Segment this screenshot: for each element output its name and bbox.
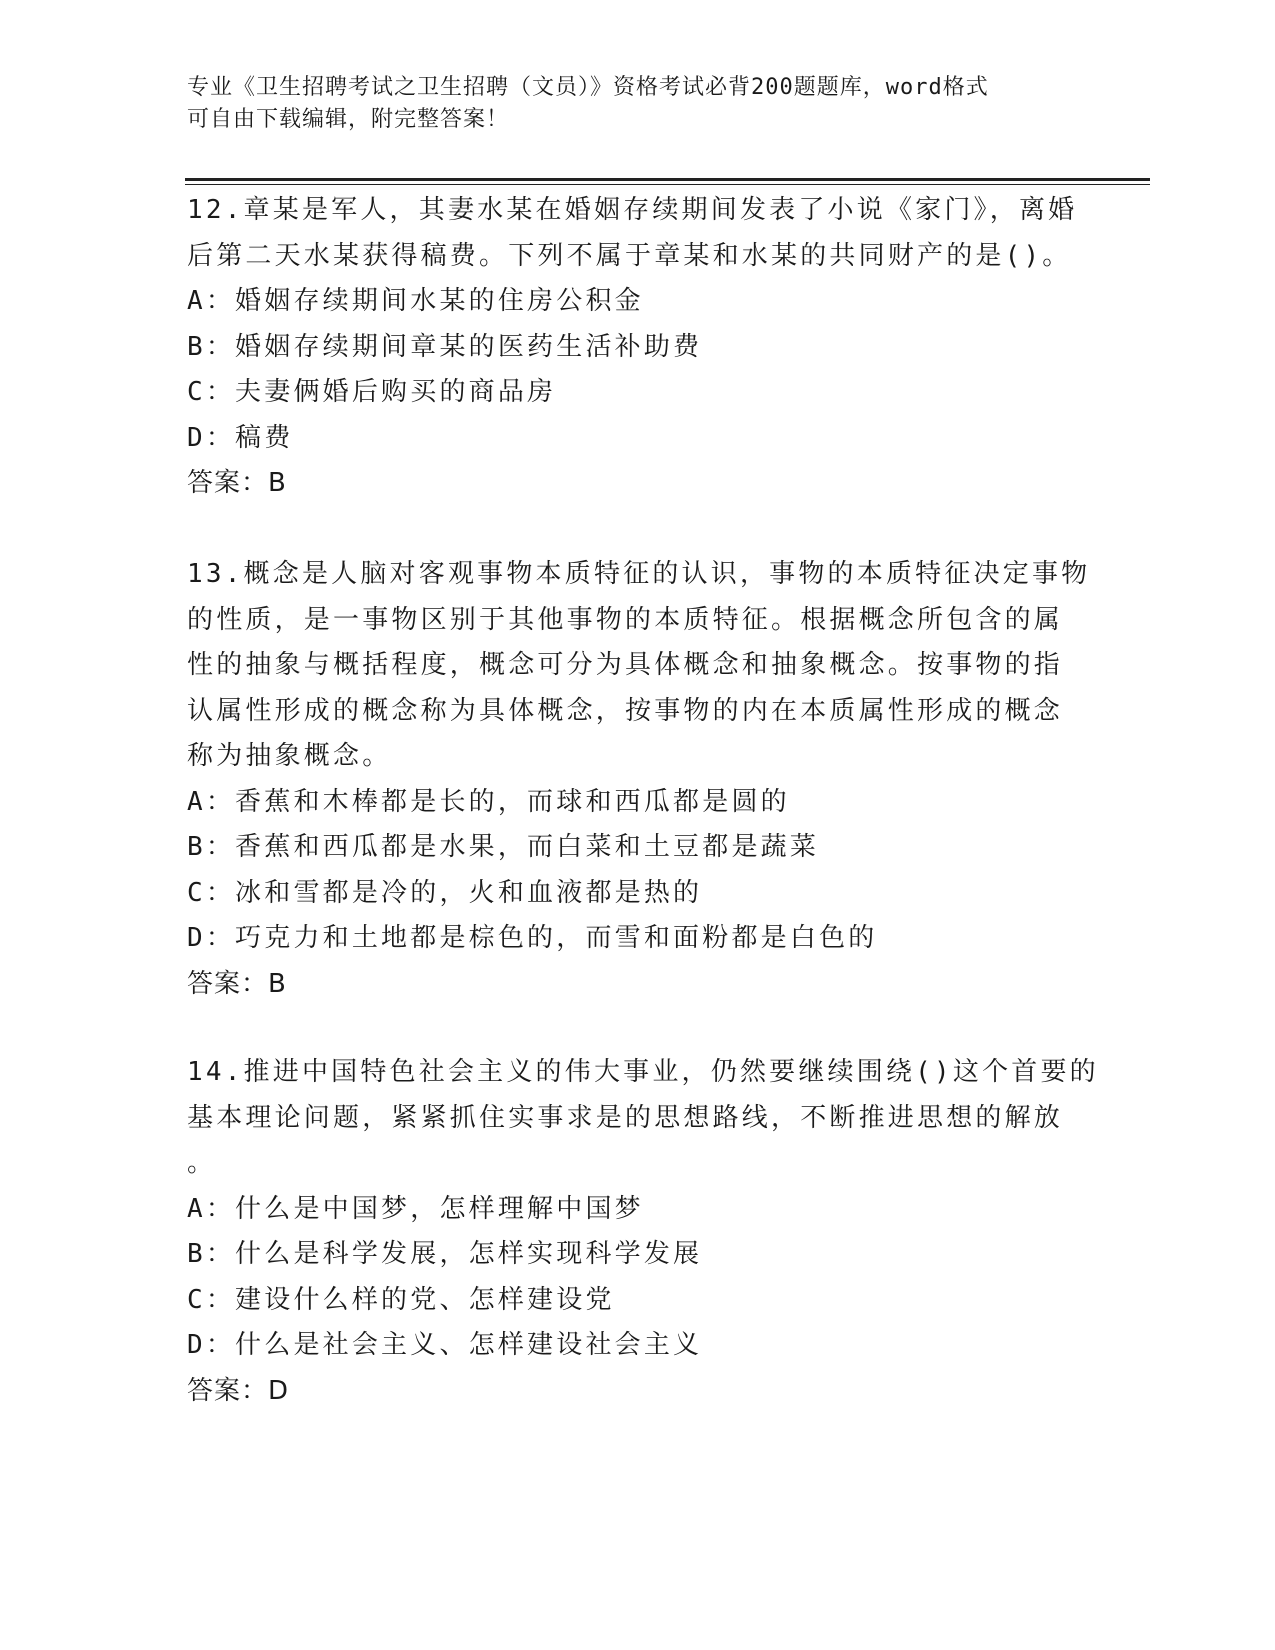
option-d: D：什么是社会主义、怎样建设社会主义	[187, 1330, 703, 1360]
option-c: C：冰和雪都是冷的，火和血液都是热的	[187, 877, 703, 908]
option-c: C：建设什么样的党、怎样建设党	[187, 1284, 615, 1315]
question-stem-line: 14.推进中国特色社会主义的伟大事业，仍然要继续围绕()这个首要的	[187, 1057, 1099, 1087]
option-c: C：夫妻俩婚后购买的商品房	[187, 377, 557, 407]
option-b: B：婚姻存续期间章某的医药生活补助费	[187, 331, 703, 362]
question-14	[187, 1050, 1099, 1414]
option-d: D：巧克力和土地都是棕色的，而雪和面粉都是白色的	[187, 923, 878, 953]
document-header	[187, 72, 1087, 136]
answer-line: 答案：D	[187, 1375, 290, 1406]
question-stem-line: 12.章某是军人，其妻水某在婚姻存续期间发表了小说《家门》，离婚	[187, 195, 1078, 225]
option-a: A：婚姻存续期间水某的住房公积金	[187, 286, 644, 316]
option-a: A：什么是中国梦，怎样理解中国梦	[187, 1193, 644, 1224]
question-stem-line: 。	[187, 1148, 217, 1178]
question-stem-line: 称为抽象概念。	[187, 741, 392, 771]
header-divider-thin	[185, 184, 1150, 185]
question-12	[187, 188, 1087, 507]
answer-line: 答案：B	[187, 968, 287, 999]
option-d: D：稿费	[187, 422, 294, 453]
option-b: B：香蕉和西瓜都是水果，而白菜和土豆都是蔬菜	[187, 832, 820, 862]
question-stem-line: 的性质，是一事物区别于其他事物的本质特征。根据概念所包含的属	[187, 604, 1064, 635]
header-line-2: 可自由下载编辑，附完整答案！	[187, 107, 510, 132]
question-stem-line: 性的抽象与概括程度，概念可分为具体概念和抽象概念。按事物的指	[187, 650, 1064, 680]
header-line-1: 专业《卫生招聘考试之卫生招聘（文员）》资格考试必背200题题库，word格式	[187, 75, 989, 100]
header-divider-thick	[185, 178, 1150, 181]
question-13	[187, 552, 1091, 1007]
option-b: B：什么是科学发展，怎样实现科学发展	[187, 1239, 703, 1269]
question-stem-line: 13.概念是人脑对客观事物本质特征的认识，事物的本质特征决定事物	[187, 559, 1091, 589]
question-stem-line: 基本理论问题，紧紧抓住实事求是的思想路线，不断推进思想的解放	[187, 1102, 1064, 1133]
option-a: A：香蕉和木棒都是长的，而球和西瓜都是圆的	[187, 786, 790, 817]
answer-line: 答案：B	[187, 468, 287, 498]
question-stem-line: 后第二天水某获得稿费。下列不属于章某和水某的共同财产的是()。	[187, 240, 1072, 271]
question-stem-line: 认属性形成的概念称为具体概念，按事物的内在本质属性形成的概念	[187, 695, 1064, 726]
